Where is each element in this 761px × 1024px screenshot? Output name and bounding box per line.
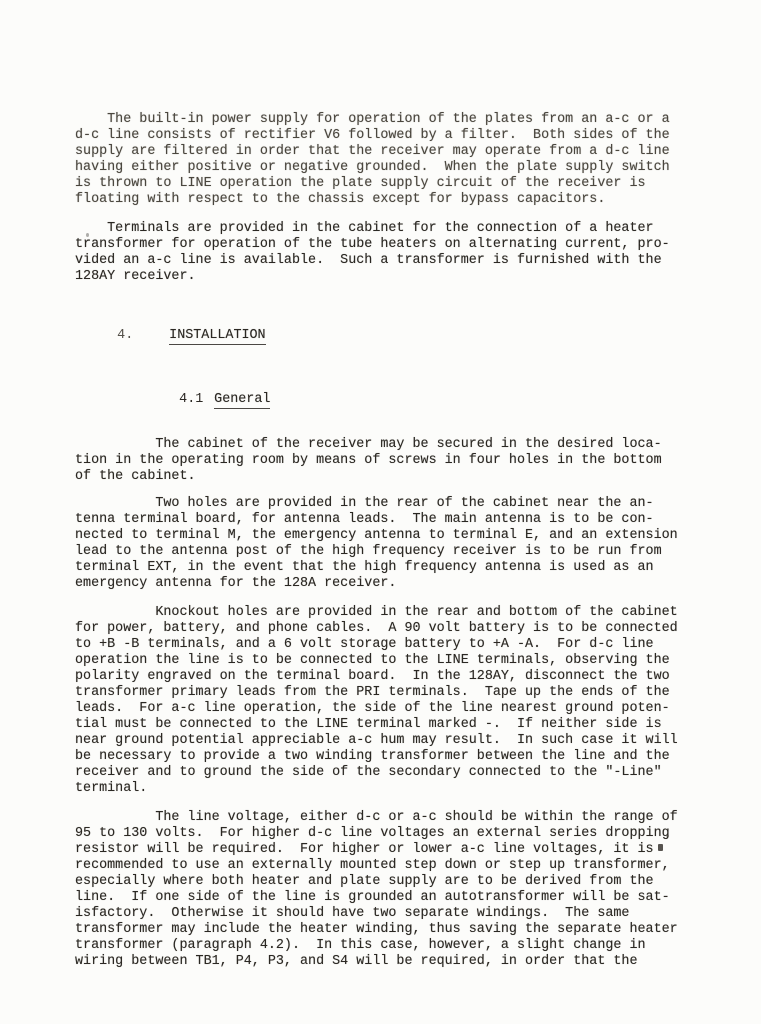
text-line: operation the line is to be connected to the LINE terminals, observing the: [75, 653, 670, 668]
text-line: tion in the operating room by means of screws in four holes in the bottom: [75, 453, 662, 468]
text-line: line. If one side of the line is grounded an autotransformer will be sat-: [75, 890, 670, 905]
paragraph-knockout-holes: [75, 605, 761, 797]
text-line: transformer for operation of the tube heaters on alternating current, pro-: [75, 237, 670, 252]
text-line: having either positive or negative grounded. When the plate supply switch: [75, 160, 670, 175]
section-title: INSTALLATION: [169, 328, 266, 343]
paragraph-line-voltage: [75, 810, 761, 970]
text-line: to +B -B terminals, and a 6 volt storage battery to +A -A. For d-c line: [75, 637, 654, 652]
text-line: transformer (paragraph 4.2). In this case, however, a slight change in: [75, 938, 646, 953]
text-line: d-c line consists of rectifier V6 followed by a filter. Both sides of the: [75, 128, 670, 143]
text-line: Terminals are provided in the cabinet for the connection of a heater: [75, 221, 654, 236]
subsection-heading: [147, 376, 761, 424]
scan-artifact: [86, 233, 89, 237]
text-line: receiver and to ground the side of the secondary connected to the "-Line": [75, 765, 662, 780]
text-line: terminal EXT, in the event that the high frequency antenna is used as an: [75, 560, 654, 575]
text-line: 128AY receiver.: [75, 269, 196, 284]
subsection-title: General: [214, 392, 271, 407]
text-line: supply are filtered in order that the receiver may operate from a d-c line: [75, 144, 670, 159]
text-line: especially where both heater and plate supply are to be derived from the: [75, 874, 654, 889]
text-line: emergency antenna for the 128A receiver.: [75, 576, 397, 591]
text-line: The built-in power supply for operation of the plates from an a-c or a: [75, 112, 670, 127]
text-line: is thrown to LINE operation the plate supply circuit of the receiver is: [75, 176, 646, 191]
text-line: leads. For a-c line operation, the side of the line nearest ground poten-: [75, 701, 670, 716]
section-number: 4.: [117, 328, 134, 343]
paragraph-cabinet-mounting: [75, 437, 761, 485]
text-line: Two holes are provided in the rear of the cabinet near the an-: [75, 496, 654, 511]
text-line: transformer may include the heater winding, thus saving the separate heater: [75, 922, 678, 937]
text-line: transformer primary leads from the PRI terminals. Tape up the ends of the: [75, 685, 670, 700]
text-line: nected to terminal M, the emergency antenna to terminal E, and an extension: [75, 528, 678, 543]
text-line: resistor will be required. For higher or lower a-c line voltages, it is: [75, 842, 654, 857]
subsection-number: 4.1: [179, 392, 204, 407]
text-line: tenna terminal board, for antenna leads. The main antenna is to be con-: [75, 512, 654, 527]
text-line: wiring between TB1, P4, P3, and S4 will be required, in order that the: [75, 954, 638, 969]
text-line: near ground potential appreciable a-c hum may result. In such case it will: [75, 733, 678, 748]
paragraph-power-supply: [75, 112, 761, 208]
text-line: The cabinet of the receiver may be secured in the desired loca-: [75, 437, 662, 452]
text-line: Knockout holes are provided in the rear and bottom of the cabinet: [75, 605, 678, 620]
paragraph-antenna-holes: [75, 496, 761, 592]
paragraph-heater-terminals: [75, 221, 761, 285]
section-heading: [85, 312, 761, 360]
text-line: terminal.: [75, 781, 148, 796]
scan-artifact: [658, 844, 663, 851]
text-line: lead to the antenna post of the high frequency receiver is to be run from: [75, 544, 662, 559]
text-line: vided an a-c line is available. Such a transformer is furnished with the: [75, 253, 662, 268]
scan-artifact: [666, 835, 669, 837]
text-line: tial must be connected to the LINE terminal marked -. If neither side is: [75, 717, 662, 732]
text-line: for power, battery, and phone cables. A 90 volt battery is to be connected: [75, 621, 678, 636]
text-line: be necessary to provide a two winding transformer between the line and the: [75, 749, 670, 764]
text-line: isfactory. Otherwise it should have two separate windings. The same: [75, 906, 630, 921]
text-line: The line voltage, either d-c or a-c should be within the range of: [75, 810, 678, 825]
text-line: floating with respect to the chassis except for bypass capacitors.: [75, 192, 606, 207]
text-line: recommended to use an externally mounted step down or step up transformer,: [75, 858, 670, 873]
text-line: of the cabinet.: [75, 469, 196, 484]
text-line: 95 to 130 volts. For higher d-c line voltages an external series dropping: [75, 826, 670, 841]
text-line: polarity engraved on the terminal board. In the 128AY, disconnect the two: [75, 669, 670, 684]
